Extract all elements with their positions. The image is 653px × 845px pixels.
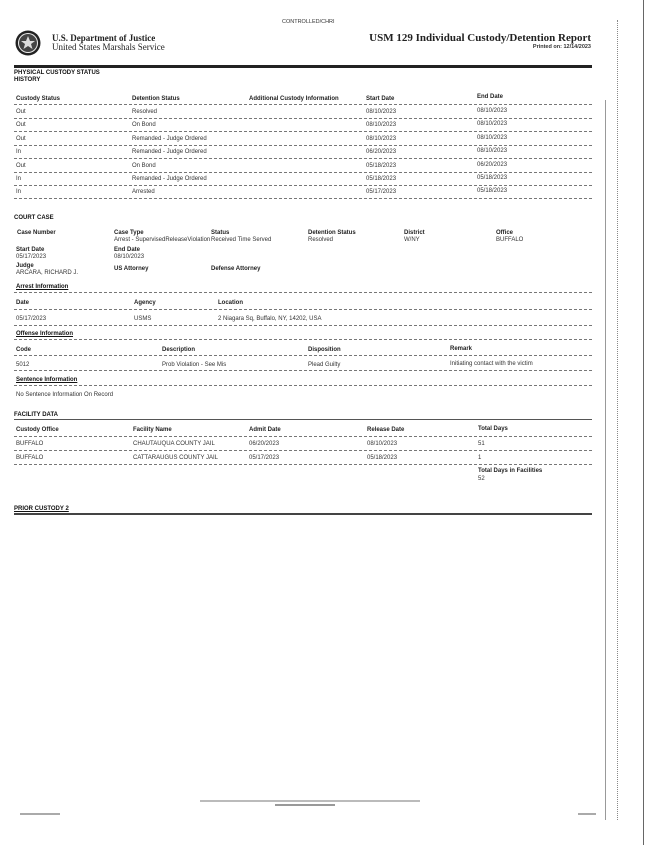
sentence-info-message: No Sentence Information On Record (16, 392, 114, 398)
status-label: Status (211, 230, 230, 236)
end-date-label: End Date (114, 247, 141, 253)
printed-on-date: 12/14/2023 (563, 44, 591, 50)
case-type-value: Arrest - SupervisedReleaseViolation (114, 237, 211, 243)
custody-cell-start-date: 05/18/2023 (366, 176, 397, 182)
custody-cell-custody-status: Out (16, 122, 26, 129)
col-arrest-location: Location (218, 300, 243, 306)
custody-cell-start-date: 08/10/2023 (366, 122, 397, 129)
facility-cell-days: 1 (478, 455, 482, 461)
case-type-label: Case Type (114, 230, 144, 236)
row-divider (14, 185, 592, 186)
physical-custody-title: PHYSICAL CUSTODY STATUS (14, 70, 100, 76)
judge-value: ARCARA, RICHARD J. (16, 270, 79, 276)
detention-status-label: Detention Status (308, 230, 356, 236)
col-offense-code: Code (16, 347, 31, 353)
total-days-label: Total Days in Facilities (478, 468, 543, 474)
facility-cell-release: 08/10/2023 (367, 441, 398, 447)
offense-description-value: Prob Violation - See Mis (162, 362, 227, 368)
custody-cell-start-date: 05/18/2023 (366, 162, 397, 169)
section-divider (14, 513, 592, 515)
offense-remark-value: Initiating contact with the victim (450, 361, 533, 367)
col-facility-name: Facility Name (133, 427, 172, 433)
row-divider (14, 355, 592, 356)
custody-cell-end-date: 05/18/2023 (477, 188, 508, 195)
footer-page-number (578, 813, 596, 815)
end-date-value: 08/10/2023 (114, 254, 145, 260)
custody-cell-detention-status: Remanded - Judge Ordered (132, 135, 207, 142)
arrest-info-title: Arrest Information (16, 284, 69, 290)
custody-cell-start-date: 08/10/2023 (366, 109, 397, 115)
offense-code-value: 5012 (16, 362, 30, 368)
col-start-date: Start Date (366, 96, 395, 102)
custody-cell-end-date: 08/10/2023 (477, 108, 508, 114)
arrest-location-value: 2 Niagara Sq, Buffalo, NY, 14202, USA (218, 316, 322, 322)
us-attorney-label: US Attorney (114, 266, 149, 272)
custody-cell-custody-status: Out (16, 135, 26, 142)
facility-cell-admit: 05/17/2023 (249, 455, 280, 461)
offense-info-title: Offense Information (16, 331, 74, 337)
section-divider (14, 292, 592, 293)
custody-cell-custody-status: In (16, 176, 22, 182)
col-admit-date: Admit Date (249, 427, 281, 433)
arrest-agency-value: USMS (134, 316, 152, 322)
facility-cell-facility: CATTARAUGUS COUNTY JAIL (133, 455, 219, 461)
row-divider (14, 325, 592, 326)
row-divider (14, 450, 592, 451)
total-days-value: 52 (478, 476, 485, 482)
custody-cell-start-date: 06/20/2023 (366, 149, 397, 156)
physical-custody-subtitle: HISTORY (14, 77, 41, 83)
custody-cell-detention-status: On Bond (132, 162, 156, 169)
row-divider (14, 436, 592, 437)
custody-cell-custody-status: In (16, 149, 22, 156)
agency-line-1: U.S. Department of Justice (52, 33, 156, 43)
report-title: USM 129 Individual Custody/Detention Report (369, 32, 591, 44)
judge-label: Judge (16, 263, 34, 269)
custody-cell-detention-status: On Bond (132, 122, 156, 129)
row-divider (14, 172, 592, 173)
row-divider (14, 158, 592, 159)
custody-cell-detention-status: Arrested (132, 189, 155, 196)
col-arrest-agency: Agency (134, 300, 156, 306)
col-offense-remark: Remark (450, 346, 473, 352)
custody-cell-start-date: 08/10/2023 (366, 135, 397, 142)
printed-on (533, 44, 591, 50)
facility-data-title: FACILITY DATA (14, 412, 58, 418)
col-detention-status: Detention Status (132, 96, 180, 102)
facility-cell-admit: 06/20/2023 (249, 441, 280, 447)
footer-fineprint-line-2 (275, 804, 335, 806)
col-custody-office: Custody Office (16, 427, 59, 433)
col-release-date: Release Date (367, 427, 405, 433)
status-value: Received Time Served (211, 237, 272, 243)
section-divider (14, 385, 592, 386)
scan-edge-line (643, 0, 644, 845)
row-divider (14, 104, 592, 105)
header-divider (14, 65, 592, 68)
section-divider (14, 339, 592, 340)
footer-left-note (20, 813, 60, 815)
scan-edge-line (617, 20, 618, 820)
court-case-title: COURT CASE (14, 215, 54, 221)
col-offense-disposition: Disposition (308, 347, 341, 353)
custody-cell-detention-status: Resolved (132, 109, 158, 115)
case-number-label: Case Number (17, 230, 56, 236)
facility-cell-office: BUFFALO (16, 441, 44, 447)
row-divider (14, 309, 592, 310)
custody-cell-end-date: 08/10/2023 (477, 134, 508, 141)
offense-disposition-value: Plead Guilty (308, 362, 341, 368)
facility-cell-office: BUFFALO (16, 455, 44, 461)
printed-on-label: Printed on: (532, 44, 562, 50)
footer-fineprint-line-1 (200, 800, 420, 802)
arrest-date-value: 05/17/2023 (16, 316, 47, 322)
start-date-label: Start Date (16, 247, 45, 253)
col-offense-description: Description (162, 347, 196, 353)
row-divider (14, 145, 592, 146)
col-custody-status: Custody Status (16, 96, 61, 102)
custody-cell-custody-status: Out (16, 109, 26, 115)
defense-attorney-label: Defense Attorney (211, 266, 261, 272)
custody-cell-end-date: 08/10/2023 (477, 121, 508, 128)
custody-cell-end-date: 08/10/2023 (477, 148, 508, 155)
custody-cell-custody-status: In (16, 189, 22, 196)
detention-status-value: Resolved (308, 237, 334, 243)
row-divider (14, 464, 592, 465)
facility-cell-days: 51 (478, 441, 485, 447)
custody-cell-custody-status: Out (16, 162, 26, 169)
row-divider (14, 370, 592, 371)
facility-cell-facility: CHAUTAUQUA COUNTY JAIL (133, 441, 215, 447)
facility-cell-release: 05/18/2023 (367, 455, 398, 461)
row-divider (14, 118, 592, 119)
office-value: BUFFALO (496, 237, 524, 243)
row-divider (14, 198, 592, 199)
custody-cell-detention-status: Remanded - Judge Ordered (132, 149, 207, 156)
sentence-info-title: Sentence Information (16, 377, 78, 383)
office-label: Office (496, 230, 514, 236)
row-divider (14, 131, 592, 132)
district-value: W/NY (404, 237, 420, 243)
custody-cell-start-date: 05/17/2023 (366, 189, 397, 196)
scan-edge-line (605, 100, 606, 820)
start-date-value: 05/17/2023 (16, 254, 47, 260)
col-additional-info: Additional Custody Information (249, 96, 339, 102)
classification-label: CONTROLLED/CHRI (282, 19, 335, 25)
custody-cell-end-date: 06/20/2023 (477, 161, 508, 168)
col-arrest-date: Date (16, 300, 30, 306)
custody-cell-detention-status: Remanded - Judge Ordered (132, 176, 207, 182)
section-divider (14, 419, 592, 420)
custody-cell-end-date: 05/18/2023 (477, 175, 508, 181)
prior-custody-title: PRIOR CUSTODY 2 (14, 506, 69, 512)
col-total-days: Total Days (478, 426, 508, 432)
usms-seal-icon (15, 30, 41, 56)
agency-line-2: United States Marshals Service (52, 42, 165, 52)
col-end-date: End Date (477, 94, 504, 100)
district-label: District (404, 230, 425, 236)
